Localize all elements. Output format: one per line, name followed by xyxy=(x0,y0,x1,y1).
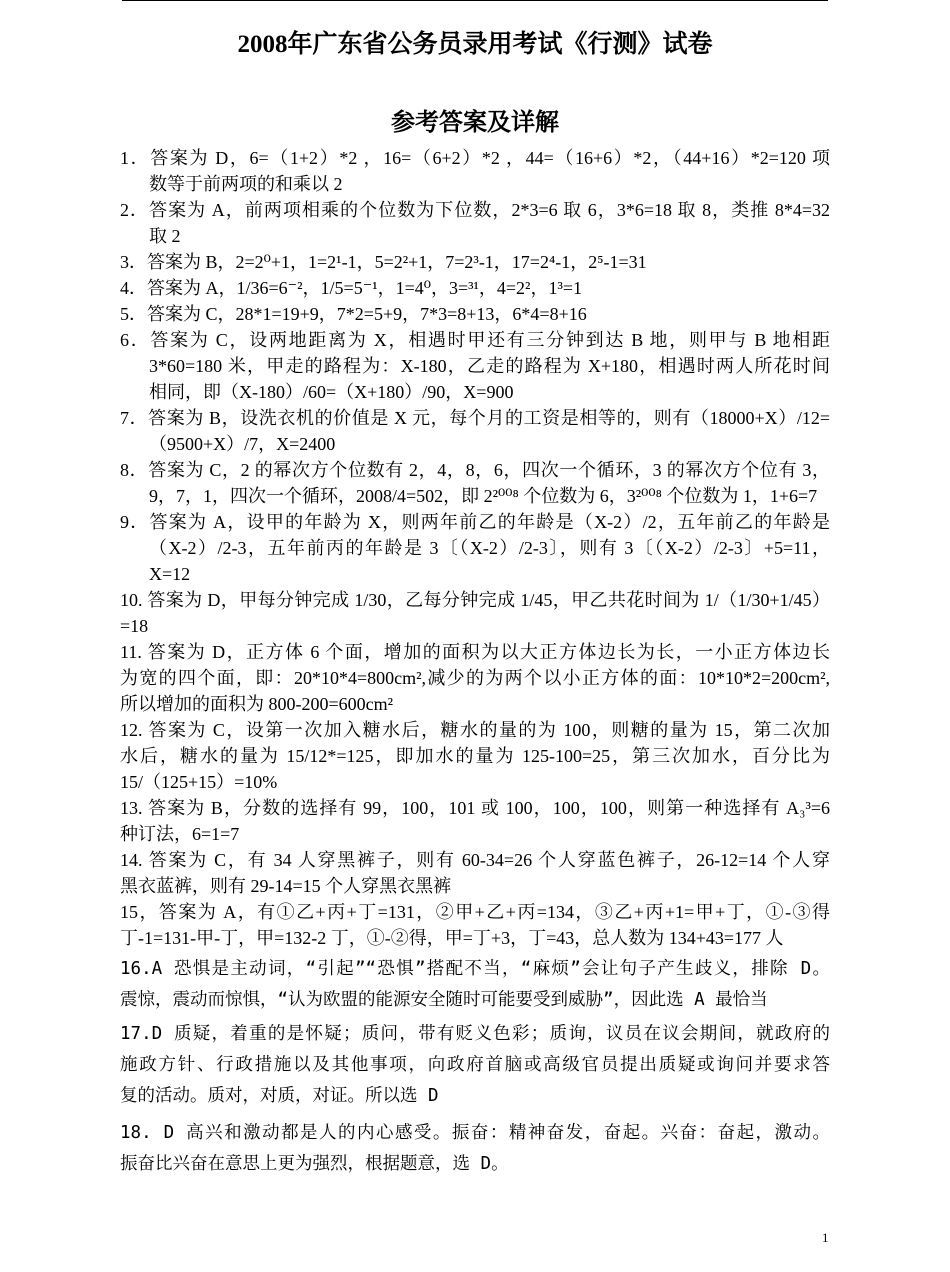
answer-item xyxy=(120,457,830,509)
answer-line: 水后，糖水的量为 15/12*=125，即加水的量为 125-100=25，第三次加水，百分比为 xyxy=(120,746,830,766)
answer-line: 1．答案为 D，6=（1+2）*2 ，16=（6+2）*2 ，44=（16+6）*2，（44+16）*2=120 项 xyxy=(120,148,830,168)
answer-line: 12. 答案为 C，设第一次加入糖水后，糖水的量的为 100，则糖的量为 15，第二次加 xyxy=(120,720,830,740)
answer-line: 11. 答案为 D，正方体 6 个面，增加的面积为以大正方体边长为长，一小正方体边长 xyxy=(120,642,830,662)
answer-line: 复的活动。质对，对质，对证。所以选 D xyxy=(120,1086,439,1106)
answer-item xyxy=(120,717,830,795)
answer-item xyxy=(120,509,830,587)
answer-item xyxy=(120,301,830,327)
answer-item xyxy=(120,954,830,1016)
answer-line: 15/（125+15）=10% xyxy=(120,772,278,792)
answer-line: 相同，即（X-180）/60=（X+180）/90，X=900 xyxy=(149,382,514,402)
answer-item xyxy=(120,899,830,951)
answer-item xyxy=(120,1019,830,1112)
answer-line: 振奋比兴奋在意思上更为强烈，根据题意，选 D。 xyxy=(120,1154,509,1174)
answer-item xyxy=(120,1118,830,1180)
answer-line: 所以增加的面积为 800-200=600cm² xyxy=(120,694,394,714)
answer-line: 15，答案为 A，有①乙+丙+丁=131，②甲+乙+丙=134，③乙+丙+1=甲+丁，①-③得 xyxy=(120,902,830,922)
header-rule xyxy=(122,0,828,1)
answer-line: 6．答案为 C，设两地距离为 X，相遇时甲还有三分钟到达 B 地，则甲与 B 地相距 xyxy=(120,330,830,350)
answer-list xyxy=(120,145,830,1180)
answer-line: 取 2 xyxy=(149,226,181,246)
answer-item xyxy=(120,197,830,249)
answer-line: 3．答案为 B，2=2⁰+1，1=2¹-1，5=2²+1，7=2³-1，17=2⁴-1，2⁵-1=31 xyxy=(120,252,647,272)
answer-item xyxy=(120,795,830,847)
answer-line: 种订法，6=1=7 xyxy=(120,824,240,844)
answer-line: 为宽的四个面，即：20*10*4=800cm²,减少的为两个以小正方体的面：10*10*2=200cm², xyxy=(120,668,830,688)
answer-line: 施政方针、行政措施以及其他事项，向政府首脑或高级官员提出质疑或询问并要求答 xyxy=(120,1055,830,1075)
answer-line: 7．答案为 B，设洗衣机的价值是 X 元，每个月的工资是相等的，则有（18000+X）/12= xyxy=(120,408,830,428)
answer-line: 16.A 恐惧是主动词，“引起”“恐惧”搭配不当，“麻烦”会让句子产生歧义，排除 D。 xyxy=(120,959,830,979)
page-number: 1 xyxy=(822,1230,829,1245)
answer-line: X=12 xyxy=(149,564,191,584)
section-title: 参考答案及详解 xyxy=(391,110,559,136)
answer-line: 震惊，震动而惊惧，“认为欧盟的能源安全随时可能要受到威胁”，因此选 A 最恰当 xyxy=(120,990,768,1010)
answer-line: 8．答案为 C，2 的幂次方个位数有 2，4，8，6，四次一个循环，3 的幂次方个位有 3， xyxy=(120,460,830,480)
answer-line: 17.D 质疑，着重的是怀疑；质问，带有贬义色彩；质询，议员在议会期间，就政府的 xyxy=(120,1024,830,1044)
answer-item xyxy=(120,405,830,457)
answer-line: 18. D 高兴和激动都是人的内心感受。振奋：精神奋发，奋起。兴奋：奋起，激动。 xyxy=(120,1123,830,1143)
answer-line: 3*60=180 米，甲走的路程为：X-180，乙走的路程为 X+180，相遇时两人所花时间 xyxy=(149,356,830,376)
answer-line: 10. 答案为 D，甲每分钟完成 1/30，乙每分钟完成 1/45，甲乙共花时间为 1/（1/30+1/45） xyxy=(120,590,830,610)
answer-item xyxy=(120,847,830,899)
answer-line: （X-2）/2-3，五年前丙的年龄是 3〔（X-2）/2-3〕，则有 3〔（X-2）/2-3〕+5=11， xyxy=(149,538,830,558)
answer-item xyxy=(120,145,830,197)
answer-line: 9．答案为 A，设甲的年龄为 X，则两年前乙的年龄是（X-2）/2，五年前乙的年龄是 xyxy=(120,512,830,532)
answer-line: 4．答案为 A，1/36=6⁻²，1/5=5⁻¹，1=4⁰，3=³¹，4=2²，1³=1 xyxy=(120,278,583,298)
answer-item xyxy=(120,249,830,275)
answer-line: 黑衣蓝裤，则有 29-14=15 个人穿黑衣黑裤 xyxy=(120,876,452,896)
answer-item xyxy=(120,275,830,301)
answer-line: 13. 答案为 B，分数的选择有 99，100，101 或 100，100，100，则第一种选择有 A₃³=6 xyxy=(120,798,830,818)
document-title: 2008年广东省公务员录用考试《行测》试卷 xyxy=(237,31,713,58)
answer-line: =18 xyxy=(120,616,149,636)
answer-line: 2．答案为 A，前两项相乘的个位数为下位数，2*3=6 取 6，3*6=18 取 8，类推 8*4=32 xyxy=(120,200,830,220)
answer-line: 14. 答案为 C，有 34 人穿黑裤子，则有 60-34=26 个人穿蓝色裤子，26-12=14 个人穿 xyxy=(120,850,830,870)
answer-item xyxy=(120,587,830,639)
answer-line: 数等于前两项的和乘以 2 xyxy=(149,174,343,194)
answer-item xyxy=(120,327,830,405)
answer-item xyxy=(120,639,830,717)
answer-line: 丁-1=131-甲-丁，甲=132-2 丁，①-②得，甲=丁+3，丁=43，总人数为 134+43=177 人 xyxy=(120,928,784,948)
answer-line: 9，7，1，四次一个循环，2008/4=502，即 2²⁰⁰⁸ 个位数为 6，3²⁰⁰⁸ 个位数为 1，1+6=7 xyxy=(149,486,818,506)
answer-line: 5．答案为 C，28*1=19+9，7*2=5+9，7*3=8+13，6*4=8+16 xyxy=(120,304,587,324)
answer-line: （9500+X）/7，X=2400 xyxy=(149,434,336,454)
